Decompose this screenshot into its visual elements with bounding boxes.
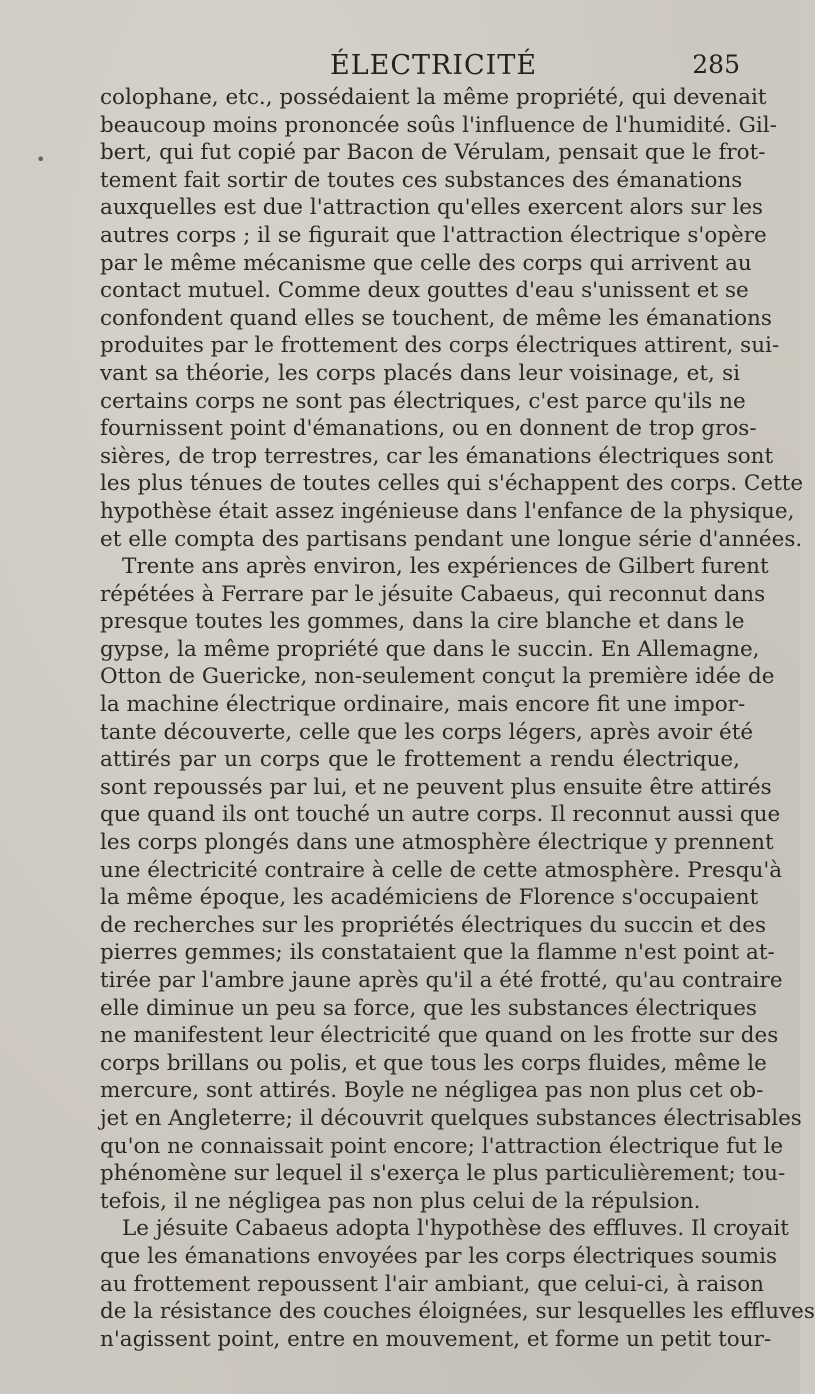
paragraph-first-line: Trente ans après environ, les expériences de Gilbert furent bbox=[122, 554, 769, 580]
text-line: que les émanations envoyées par les corps électriques soumis bbox=[100, 1243, 778, 1269]
text-line: certains corps ne sont pas électriques, c'est parce qu'ils ne bbox=[100, 388, 746, 414]
page-header bbox=[100, 50, 740, 84]
text-line: hypothèse était assez ingénieuse dans l'enfance de la physique, bbox=[100, 498, 795, 524]
text-line: produites par le frottement des corps électriques attirent, sui- bbox=[100, 333, 780, 359]
text-line: phénomène sur lequel il s'exerça le plus particulièrement; tou- bbox=[100, 1161, 786, 1187]
text-line: mercure, sont attirés. Boyle ne négligea pas non plus cet ob- bbox=[100, 1078, 764, 1104]
text-line: de la résistance des couches éloignées, sur lesquelles les effluves bbox=[100, 1299, 815, 1325]
text-line: auxquelles est due l'attraction qu'elles exercent alors sur les bbox=[100, 195, 763, 221]
text-line: par le même mécanisme que celle des corps qui arrivent au bbox=[100, 250, 752, 276]
text-line: les corps plongés dans une atmosphère électrique y prennent bbox=[100, 830, 774, 856]
text-line: vant sa théorie, les corps placés dans leur voisinage, et, si bbox=[100, 360, 740, 386]
text-line: tefois, il ne négligea pas non plus celui de la répulsion. bbox=[100, 1188, 701, 1214]
text-line: corps brillans ou polis, et que tous les corps fluides, même le bbox=[100, 1050, 767, 1076]
text-line: gypse, la même propriété que dans le succin. En Allemagne, bbox=[100, 636, 760, 662]
text-line: autres corps ; il se figurait que l'attraction électrique s'opère bbox=[100, 222, 767, 248]
text-line: et elle compta des partisans pendant une longue série d'années. bbox=[100, 526, 803, 552]
text-line: de recherches sur les propriétés électriques du succin et des bbox=[100, 912, 767, 938]
text-line: qu'on ne connaissait point encore; l'attraction électrique fut le bbox=[100, 1133, 784, 1159]
text-line: pierres gemmes; ils constataient que la flamme n'est point at- bbox=[100, 940, 775, 966]
text-line: tement fait sortir de toutes ces substances des émanations bbox=[100, 167, 743, 193]
paragraph-first-line: Le jésuite Cabaeus adopta l'hypothèse des effluves. Il croyait bbox=[122, 1216, 789, 1242]
text-line: beaucoup moins prononcée soûs l'influence de l'humidité. Gil- bbox=[100, 112, 777, 138]
text-line: que quand ils ont touché un autre corps. Il reconnut aussi que bbox=[100, 802, 781, 828]
text-line: la machine électrique ordinaire, mais encore fit une impor- bbox=[100, 692, 746, 718]
text-line: la même époque, les académiciens de Florence s'occupaient bbox=[100, 885, 759, 911]
text-line: attirés par un corps que le frottement a rendu électrique, bbox=[100, 747, 740, 773]
text-line: n'agissent point, entre en mouvement, et forme un petit tour- bbox=[100, 1326, 772, 1352]
text-line: une électricité contraire à celle de cette atmosphère. Presqu'à bbox=[100, 857, 783, 883]
body-text bbox=[100, 84, 815, 1353]
margin-speck: • bbox=[36, 150, 46, 169]
page-number: 285 bbox=[692, 50, 740, 79]
text-line: confondent quand elles se touchent, de même les émanations bbox=[100, 305, 772, 331]
text-line: fournissent point d'émanations, ou en donnent de trop gros- bbox=[100, 416, 757, 442]
text-line: jet en Angleterre; il découvrit quelques substances électrisables bbox=[100, 1105, 802, 1131]
text-line: au frottement repoussent l'air ambiant, que celui-ci, à raison bbox=[100, 1271, 765, 1297]
text-line: presque toutes les gommes, dans la cire blanche et dans le bbox=[100, 609, 745, 635]
text-line: tante découverte, celle que les corps légers, après avoir été bbox=[100, 719, 754, 745]
text-line: répétées à Ferrare par le jésuite Cabaeus, qui reconnut dans bbox=[100, 581, 766, 607]
text-line: contact mutuel. Comme deux gouttes d'eau s'unissent et se bbox=[100, 278, 749, 304]
text-line: sières, de trop terrestres, car les émanations électriques sont bbox=[100, 443, 774, 469]
text-line: ne manifestent leur électricité que quand on les frotte sur des bbox=[100, 1023, 779, 1049]
text-line: sont repoussés par lui, et ne peuvent plus ensuite être attirés bbox=[100, 774, 772, 800]
text-line: colophane, etc., possédaient la même propriété, qui devenait bbox=[100, 85, 767, 110]
running-title: ÉLECTRICITÉ bbox=[330, 50, 538, 81]
text-line: les plus ténues de toutes celles qui s'échappent des corps. Cette bbox=[100, 471, 804, 497]
text-line: elle diminue un peu sa force, que les substances électriques bbox=[100, 995, 757, 1021]
text-line: bert, qui fut copié par Bacon de Vérulam, pensait que le frot- bbox=[100, 140, 766, 166]
text-line: Otton de Guericke, non-seulement conçut la première idée de bbox=[100, 664, 775, 690]
text-line: tirée par l'ambre jaune après qu'il a été frotté, qu'au contraire bbox=[100, 968, 783, 993]
